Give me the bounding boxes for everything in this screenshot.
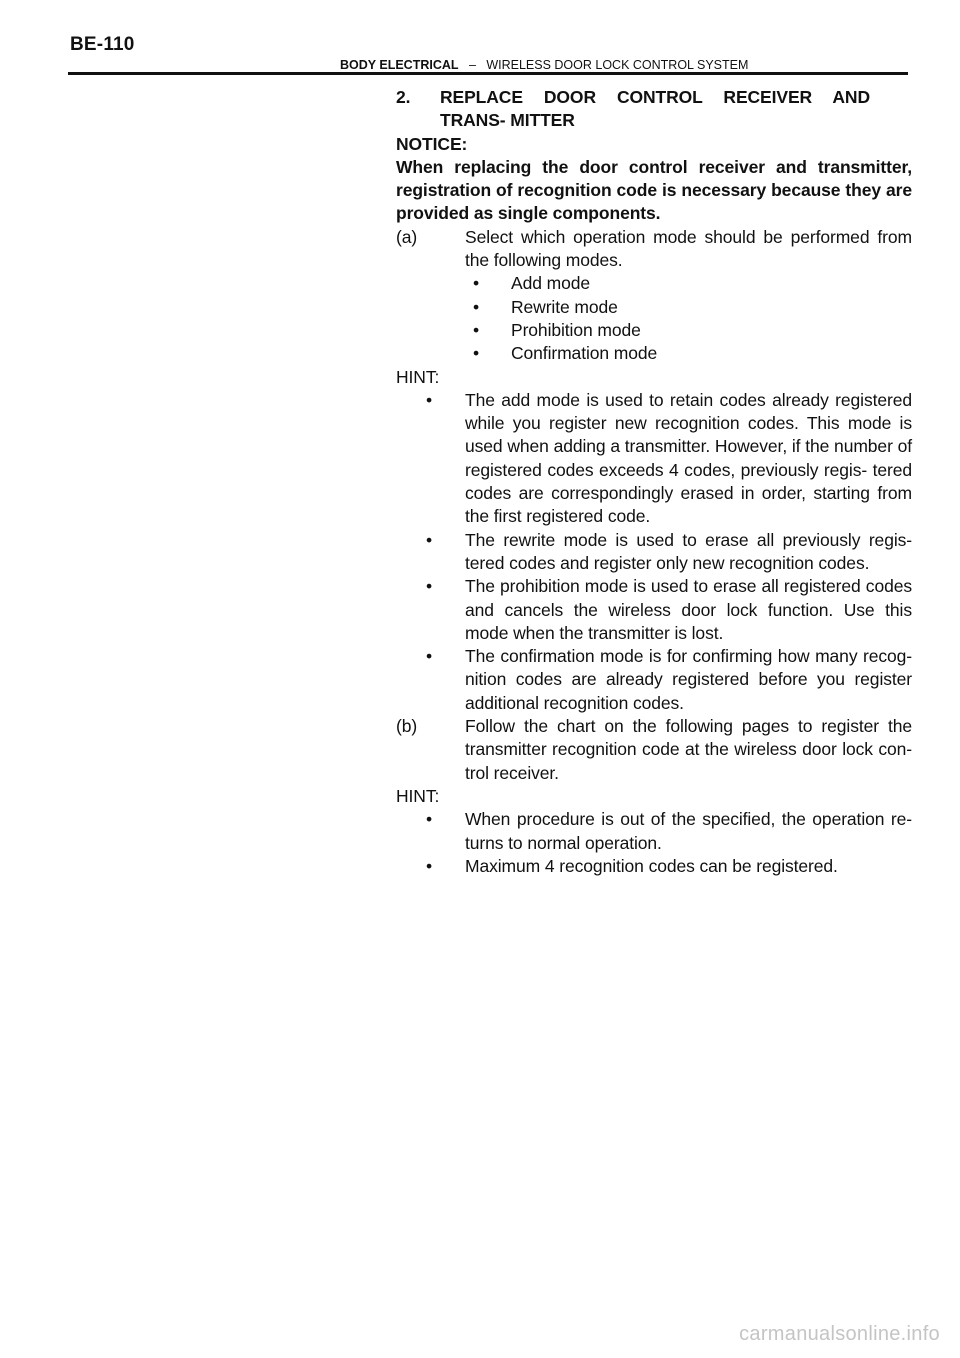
item-a-text: Select which operation mode should be performed from the following modes. <box>465 226 912 271</box>
step-number: 2. <box>396 87 411 107</box>
watermark: carmanualsonline.info <box>739 1323 940 1345</box>
hint-text: The add mode is used to retain codes already registered while you register new recognition codes. This mode is used when adding a transmitter. However, if the number of registered codes exceeds 4 codes, previously regis- tered codes are correspondingly erased in order, starting from the first registered code. <box>465 389 912 527</box>
hint-text: The rewrite mode is used to erase all previously regis- tered codes and register only new recognition codes. <box>465 529 912 573</box>
bullet-icon: • <box>426 646 433 667</box>
item-a <box>396 226 912 273</box>
list-item <box>465 342 912 365</box>
subsection-name: WIRELESS DOOR LOCK CONTROL SYSTEM <box>486 58 749 72</box>
step-title: REPLACE DOOR CONTROL RECEIVER AND TRANS- MITTER <box>440 87 870 131</box>
item-b-label: (b) <box>396 716 418 737</box>
bullet-icon: • <box>426 389 433 410</box>
bullet-icon: • <box>473 296 480 317</box>
item-b-text: Follow the chart on the following pages to register the transmitter recognition code at the wireless door lock con- trol receiver. <box>465 716 912 783</box>
hint-bullet <box>396 645 912 715</box>
bullet-icon: • <box>426 855 433 876</box>
header-rule <box>68 72 908 75</box>
list-item <box>465 296 912 319</box>
item-b <box>396 715 912 785</box>
hint-text: Maximum 4 recognition codes can be registered. <box>465 855 838 876</box>
page-id: BE-110 <box>70 34 135 55</box>
bullet-icon: • <box>426 576 433 597</box>
hint-label: HINT: <box>396 785 440 806</box>
item-a-label: (a) <box>396 226 418 247</box>
mode-label: Prohibition mode <box>511 319 641 340</box>
hint-label: HINT: <box>396 366 440 387</box>
notice-text: When replacing the door control receiver and transmitter, registration of recognition code is necessary because they are provided as single components. <box>396 156 912 224</box>
hint-bullet <box>396 389 912 529</box>
bullet-icon: • <box>473 319 480 340</box>
mode-label: Rewrite mode <box>511 296 618 317</box>
notice-label: NOTICE: <box>396 133 468 154</box>
step-heading <box>396 86 912 133</box>
bullet-icon: • <box>473 273 480 294</box>
bullet-icon: • <box>473 343 480 364</box>
mode-label: Confirmation mode <box>511 343 658 364</box>
hint-bullet <box>396 575 912 645</box>
section-separator: – <box>468 58 476 72</box>
section-name: BODY ELECTRICAL <box>340 58 459 72</box>
hint-bullet <box>396 529 912 576</box>
bullet-icon: • <box>426 529 433 550</box>
section-title <box>340 59 748 73</box>
list-item <box>465 319 912 342</box>
main-content <box>396 86 912 878</box>
hint-bullet <box>396 855 912 878</box>
bullet-icon: • <box>426 809 433 830</box>
hint-bullet <box>396 808 912 855</box>
mode-list <box>396 272 912 365</box>
hint-text: The confirmation mode is for confirming how many recog- nition codes are already registered before you register additional recognition codes. <box>465 646 912 713</box>
mode-label: Add mode <box>511 273 590 294</box>
hint-text: When procedure is out of the specified, the operation re- turns to normal operation. <box>465 809 912 853</box>
list-item <box>465 272 912 295</box>
hint-text: The prohibition mode is used to erase all registered codes and cancels the wireless door lock function. Use this mode when the transmitter is lost. <box>465 576 912 643</box>
